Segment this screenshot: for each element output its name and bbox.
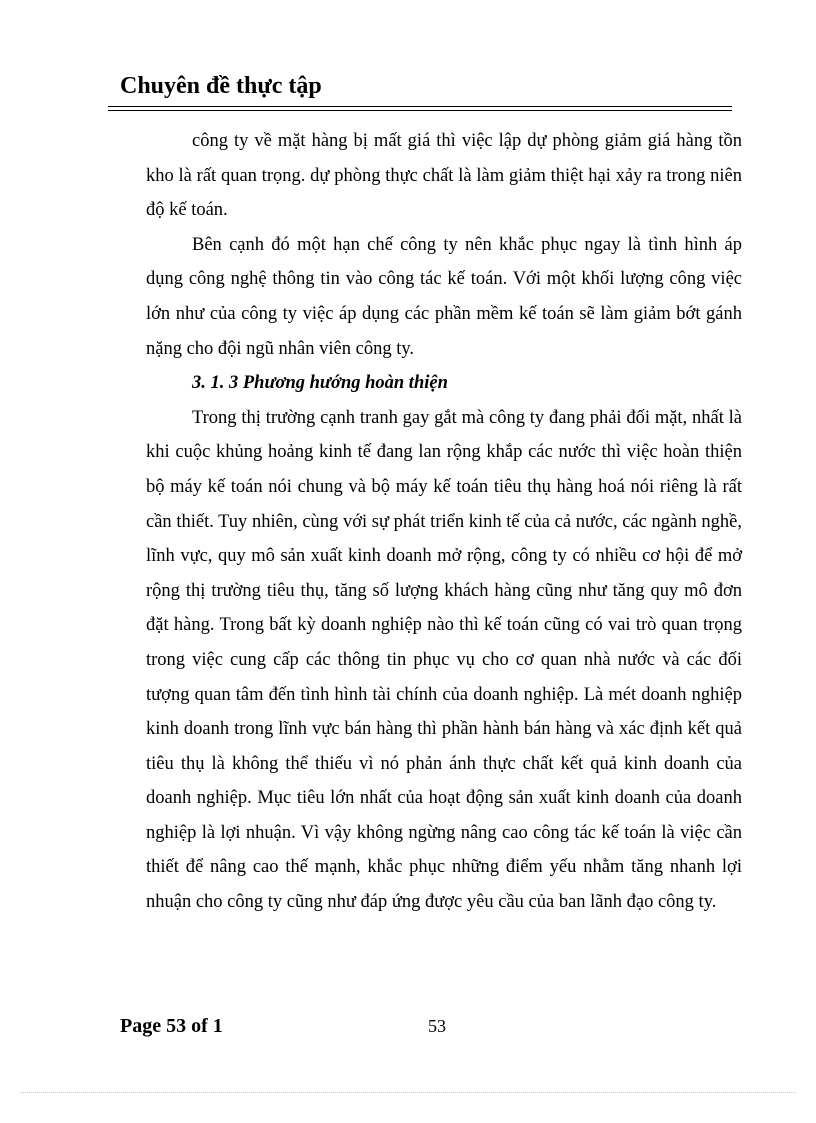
page-header-title: Chuyên đề thực tập: [120, 73, 322, 99]
header-rule-bottom: [108, 110, 732, 111]
document-body: [146, 124, 742, 920]
footer-page-number: 53: [428, 1016, 446, 1036]
paragraph: Bên cạnh đó một hạn chế công ty nên khắc phục ngay là tình hình áp dụng công nghệ thông tin vào công tác kế toán. Với một khối lượng công việc lớn như của công ty việc áp dụng các phần mềm kế toán sẽ làm giảm bớt gánh nặng cho đội ngũ nhân viên công ty.: [146, 234, 742, 359]
footer-page-label: Page 53 of 1: [120, 1015, 223, 1037]
paragraph: Trong thị trường cạnh tranh gay gắt mà công ty đang phải đối mặt, nhất là khi cuộc khủng hoảng kinh tế đang lan rộng khắp các nước thì việc hoàn thiện bộ máy kế toán nói chung và bộ máy kế toán tiêu thụ hàng hoá nói riêng là rất cần thiết. Tuy nhiên, cùng với sự phát triển kinh tế của cả nước, các ngành nghề, lĩnh vực, quy mô sản xuất kinh doanh mở rộng, công ty có nhiều cơ hội để mở rộng thị trường tiêu thụ, tăng số lượng khách hàng cũng như tăng quy mô đơn đặt hàng. Trong bất kỳ doanh nghiệp nào thì kế toán cũng có vai trò quan trọng trong việc cung cấp các thông tin phục vụ cho cơ quan nhà nước và các đối tượng quan tâm đến tình hình tài chính của doanh nghiệp. Là mét doanh nghiệp kinh doanh trong lĩnh vực bán hàng thì phần hành bán hàng và xác định kết quả tiêu thụ là không thể thiếu vì nó phản ánh thực chất kết quả kinh doanh của doanh nghiệp. Mục tiêu lớn nhất của hoạt động sản xuất kinh doanh của doanh nghiệp là lợi nhuận. Vì vậy không ngừng nâng cao công tác kế toán là việc cần thiết để nâng cao thế mạnh, khắc phục những điểm yếu nhằm tăng nhanh lợi nhuận cho công ty cũng như đáp ứng được yêu cầu của ban lãnh đạo công ty.: [146, 407, 742, 913]
paragraph: công ty về mặt hàng bị mất giá thì việc lập dự phòng giảm giá hàng tồn kho là rất quan trọng. dự phòng thực chất là làm giảm thiệt hại xảy ra trong niên độ kế toán.: [146, 131, 742, 221]
page-bottom-divider: [20, 1092, 796, 1093]
section-heading: 3. 1. 3 Phương hướng hoàn thiện: [192, 373, 448, 394]
header-rule-top: [108, 106, 732, 107]
